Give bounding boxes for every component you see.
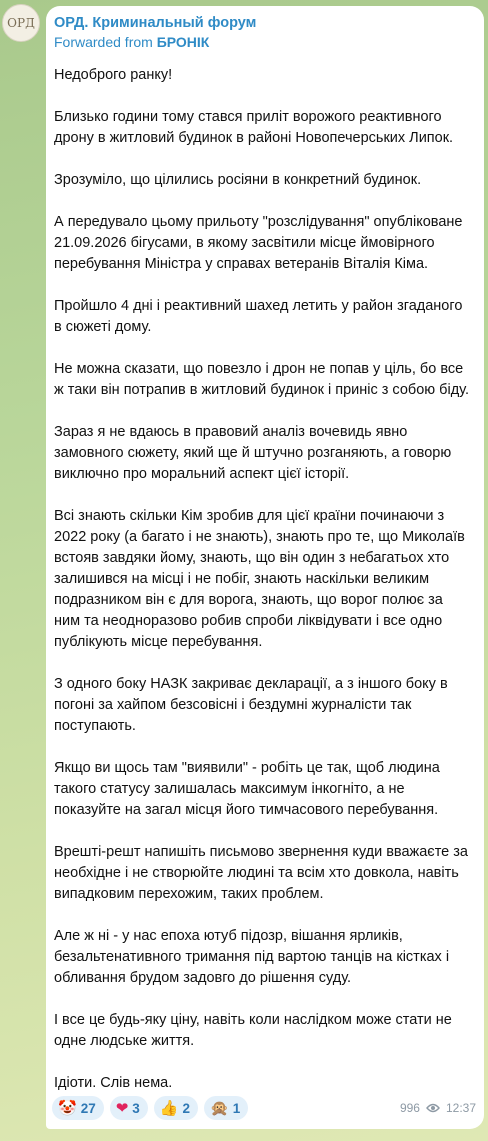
reaction-count: 3: [132, 1100, 140, 1116]
message-time: 12:37: [445, 1101, 476, 1115]
reaction-count: 2: [182, 1100, 191, 1116]
message-bubble: [46, 6, 484, 1129]
message-paragraph: Зрозуміло, що цілились росіяни в конкретний будинок.: [54, 172, 422, 188]
message-paragraph: Пройшло 4 дні і реактивний шахед летить у район згаданого в сюжеті дому.: [54, 298, 463, 335]
reaction-clown[interactable]: [52, 1096, 104, 1120]
reaction-monkey[interactable]: [204, 1096, 248, 1120]
message-paragraph: А передувало цьому прильоту "розслідування" опубліковане 21.09.2026 бігусами, в якому засвітили місце ймовірного перебування Міністра у справах ветеранів Віталія Кіма.: [54, 214, 463, 272]
reaction-count: 27: [80, 1100, 96, 1116]
forwarded-source-link[interactable]: БРОНІК: [156, 34, 210, 50]
message-paragraph: Врешті-решт напишіть письмово звернення куди вважаєте за необхідне і не створюйте людині та всім хто довкола, навіть випадковим перехожим, таких проблем.: [54, 844, 468, 902]
message-paragraph: Якщо ви щось там "виявили" - робіть це так, щоб людина такого статусу залишалась максимум інкогніто, а не показуйте на загал місця його тимчасового перебування.: [54, 760, 440, 818]
channel-name[interactable]: ОРД. Криминальный форум: [54, 15, 257, 31]
view-count: 996: [399, 1101, 420, 1115]
message-paragraph: І все це будь-яку ціну, навіть коли наслідком може стати не одне людське життя.: [54, 1012, 452, 1049]
forwarded-header: [54, 33, 474, 51]
heart-emoji-icon: ❤: [115, 1098, 129, 1117]
message-paragraph: З одного боку НАЗК закриває декларації, а з іншого боку в погоні за хайпом безсовісні і бездумні журналісти так поступають.: [54, 676, 448, 734]
speak-no-evil-monkey-emoji-icon: 🙊: [210, 1098, 229, 1117]
forwarded-prefix: Forwarded from: [54, 34, 157, 50]
reaction-thumbs-up[interactable]: [154, 1096, 198, 1120]
message-paragraph: Близько години тому стався приліт ворожого реактивного дрону в житловий будинок в районі Новопечерських Липок.: [54, 109, 454, 146]
message-paragraph: Недоброго ранку!: [54, 67, 173, 83]
eye-icon: [426, 1103, 440, 1113]
message-paragraph: Ідіоти. Слів нема.: [54, 1075, 173, 1091]
message-paragraph: Зараз я не вдаюсь в правовий аналіз вочевидь явно замовного сюжету, який ще й штучно розганяють, а говорю виключно про моральний аспект цієї історії.: [54, 424, 452, 482]
message-footer: [52, 1095, 476, 1121]
message-text: [54, 65, 474, 1094]
message-paragraph: Не можна сказати, що повезло і дрон не попав у ціль, бо все ж таки він потрапив в житловий будинок і приніс з собою біду.: [54, 361, 469, 398]
message-paragraph: Всі знають скільки Кім зробив для цієї країни починаючи з 2022 року (а багато і не знають), знають про те, що Миколаїв встояв завдяки йому, знають, що він один з небагатьох хто залишився на місці і не побіг, знають наскільки великим подразником він є для ворога, знають, що ворог полює за ним та неодноразово робив спроби ліквідувати і все одно публікують місце перебування.: [54, 508, 465, 650]
reaction-heart[interactable]: [110, 1096, 148, 1120]
clown-emoji-icon: 🤡: [58, 1098, 77, 1117]
thumbs-up-emoji-icon: 👍: [159, 1098, 179, 1117]
channel-avatar[interactable]: [2, 4, 40, 42]
avatar-logo-text: ОРД: [7, 16, 35, 30]
message-paragraph: Але ж ні - у нас епоха ютуб підозр, вішання ярликів, безальтенативного тримання під вартою танців на кістках і обливання брудом задовго до рішення суду.: [54, 928, 450, 986]
reaction-count: 1: [232, 1100, 241, 1116]
message-meta: [400, 1101, 476, 1115]
